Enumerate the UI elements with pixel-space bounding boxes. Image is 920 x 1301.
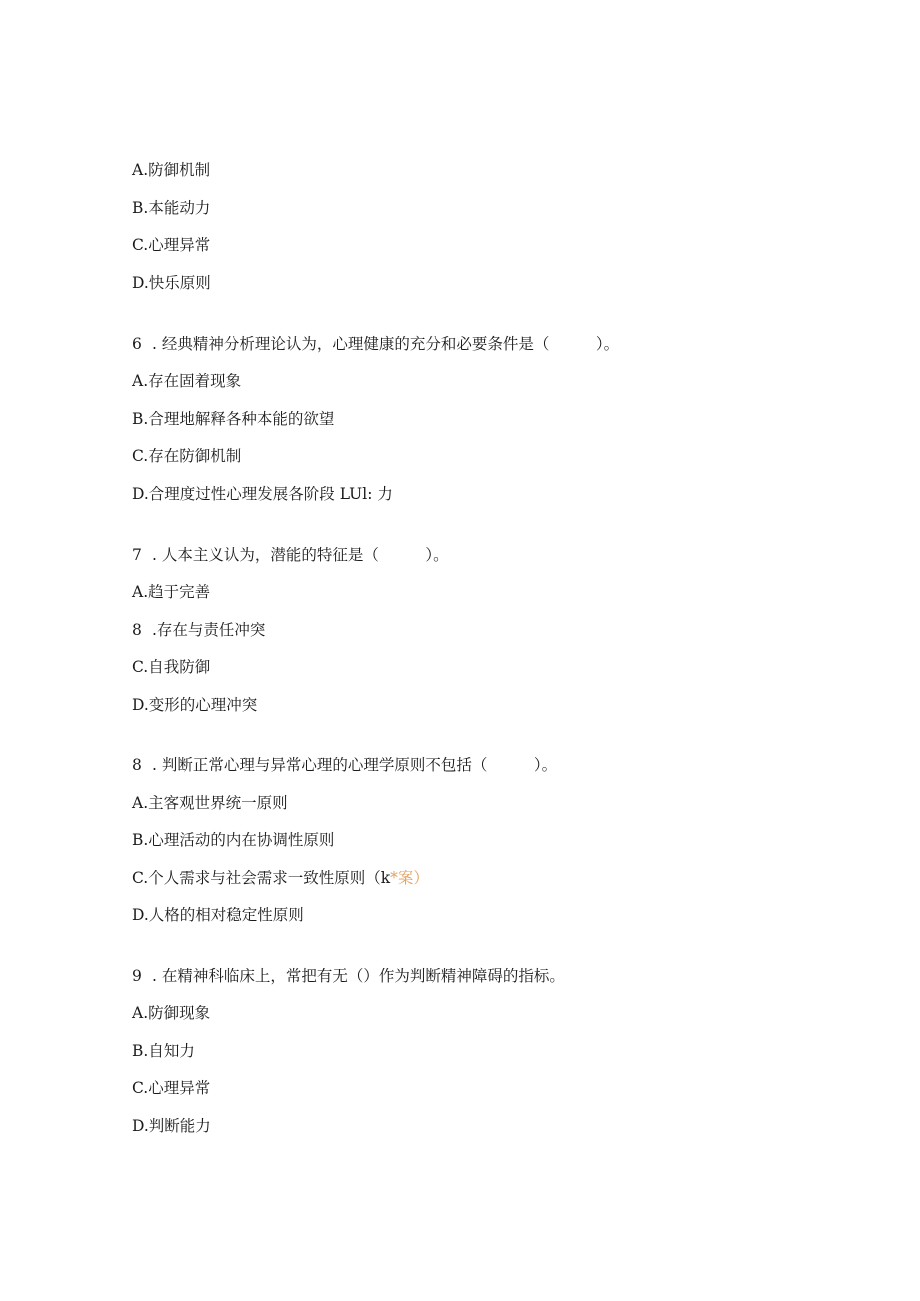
q7-option-d: D.变形的心理冲突 — [132, 696, 258, 714]
q7-stem-line — [132, 545, 449, 565]
q6-stem-line — [132, 334, 619, 354]
q8-answer-k: k — [380, 869, 391, 887]
q6-number: 6 — [132, 335, 142, 353]
q8-option-a: A.主客观世界统一原则 — [132, 794, 288, 812]
q5-option-d: D.快乐原则 — [132, 274, 211, 292]
q7-option-b-number: 8 — [132, 621, 142, 639]
q5-option-c: C.心理异常 — [132, 236, 211, 254]
q9-stem-line — [132, 966, 565, 986]
q6-option-d: D.合理度过性心理发展各阶段 LUl: 力 — [132, 485, 393, 503]
q7-option-b-line — [132, 620, 265, 640]
q9-option-b: B.自知力 — [132, 1042, 195, 1060]
q7-option-b-text: .存在与责任冲突 — [152, 621, 266, 639]
q8-number: 8 — [132, 756, 142, 774]
q9-option-c: C.心理异常 — [132, 1079, 211, 1097]
q6-option-a: A.存在固着现象 — [132, 372, 242, 390]
q6-stem: . 经典精神分析理论认为，心理健康的充分和必要条件是（ ）。 — [152, 335, 620, 353]
q7-option-c: C.自我防御 — [132, 658, 211, 676]
q7-option-a: A.趋于完善 — [132, 583, 211, 601]
q9-option-d: D.判断能力 — [132, 1117, 211, 1135]
q7-number: 7 — [132, 546, 142, 564]
q8-answer-mark: *案） — [390, 869, 429, 887]
q8-stem: . 判断正常心理与异常心理的心理学原则不包括（ ）。 — [152, 756, 558, 774]
q8-option-b: B.心理活动的内在协调性原则 — [132, 831, 335, 849]
q8-option-d: D.人格的相对稳定性原则 — [132, 906, 304, 924]
q6-option-c: C.存在防御机制 — [132, 447, 242, 465]
q9-number: 9 — [132, 967, 142, 985]
q5-option-a: A.防御机制 — [132, 161, 211, 179]
q8-stem-line — [132, 755, 557, 775]
q9-stem: . 在精神科临床上，常把有无（）作为判断精神障碍的指标。 — [152, 967, 565, 985]
q7-stem: . 人本主义认为，潜能的特征是（ ）。 — [152, 546, 449, 564]
q8-option-c-line — [132, 868, 429, 888]
q8-option-c: C.个人需求与社会需求一致性原则（ — [132, 869, 381, 887]
q9-option-a: A.防御现象 — [132, 1004, 211, 1022]
q6-option-b: B.合理地解释各种本能的欲望 — [132, 410, 335, 428]
q5-option-b: B.本能动力 — [132, 199, 211, 217]
